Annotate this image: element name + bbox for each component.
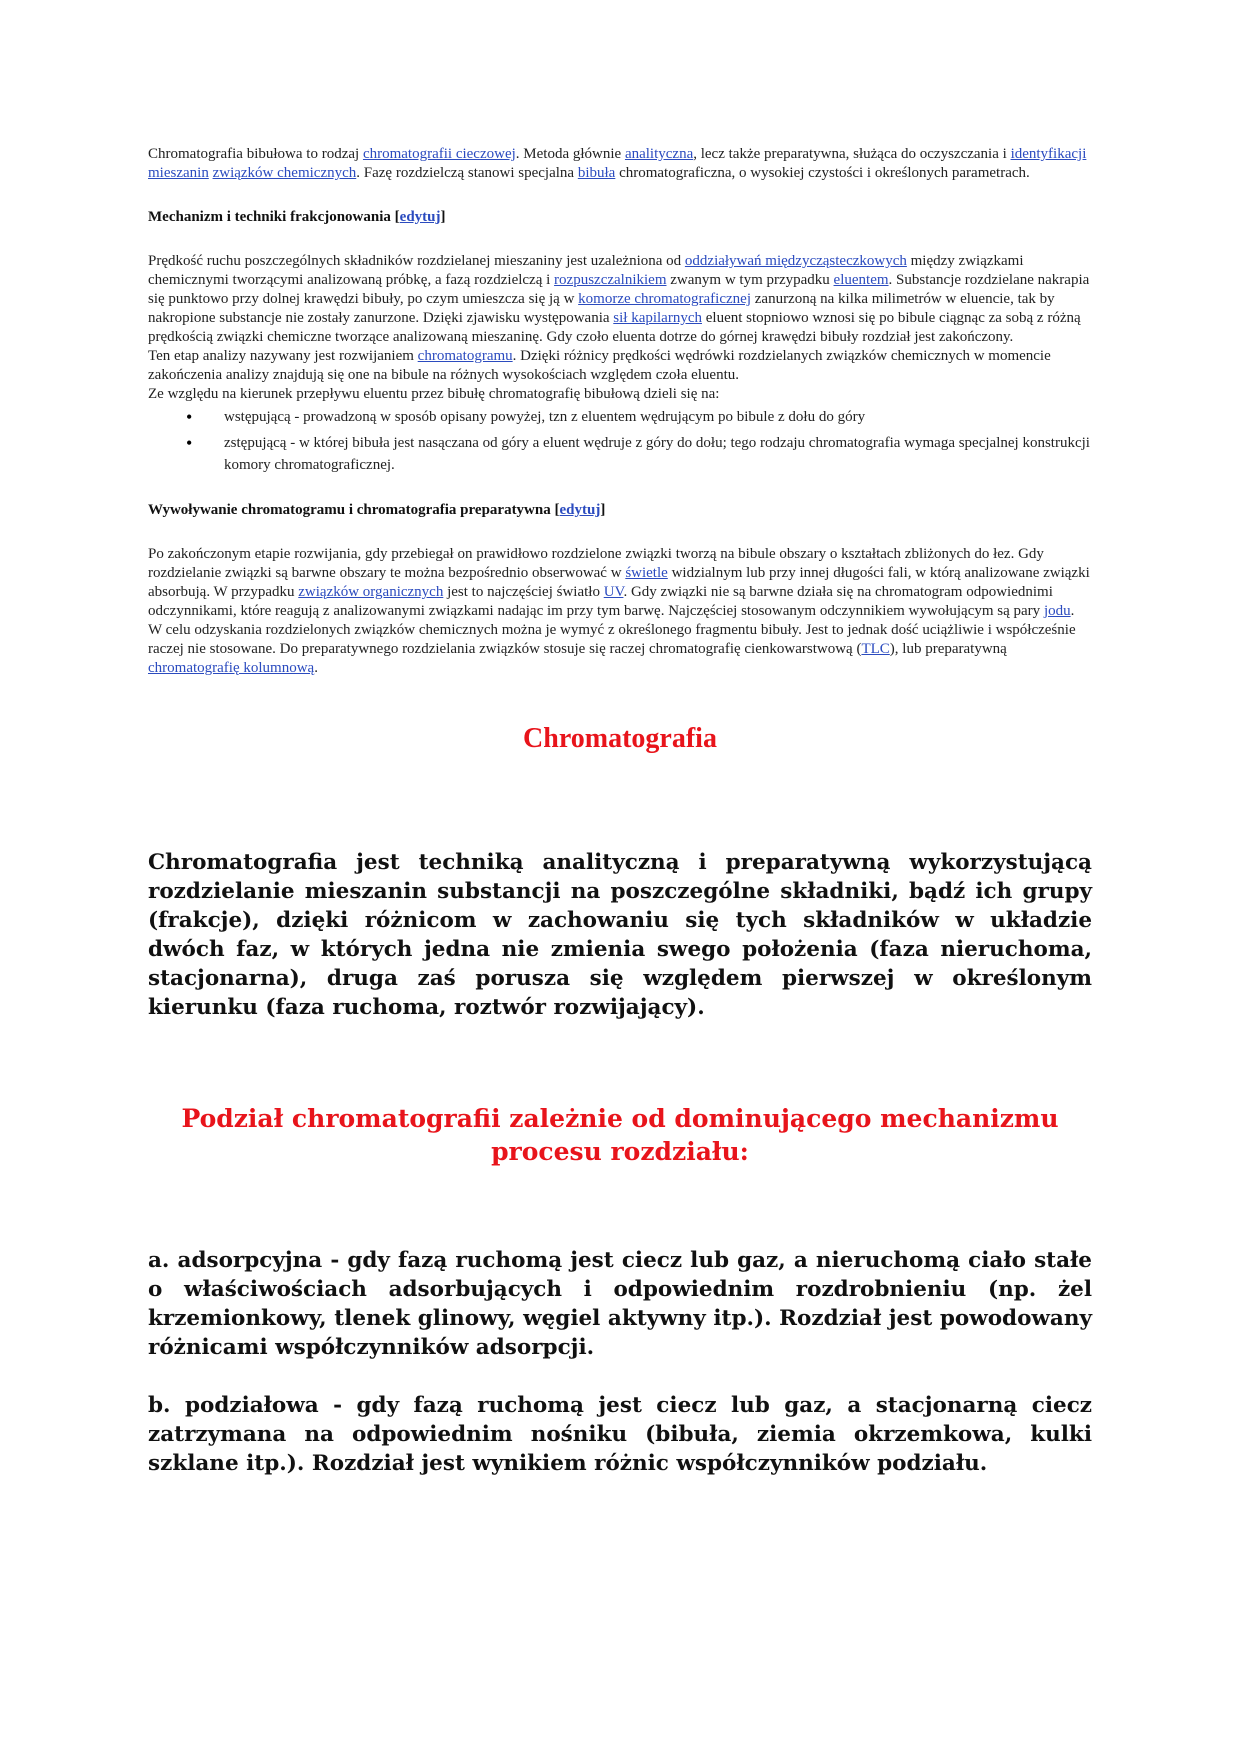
- text: eluent stopniowo wznosi się po bibule ciągnąc za sobą z różną prędkością związki chemiczne tworzące analizowaną mieszaninę. Gdy czoło eluenta dotrze do górnej krawędzi bibuły rozdział jest zakończony.: [148, 310, 1081, 345]
- text: . Dzięki różnicy prędkości wędrówki rozdzielanych związków chemicznych w momencie zakończenia analizy znajdują się one na bibule na różnych wysokościach względem czoła eluentu.: [148, 348, 1051, 383]
- link-tlc[interactable]: TLC: [861, 641, 890, 657]
- link-oddzialywan[interactable]: oddziaływań międzycząsteczkowych: [684, 253, 907, 269]
- paragraph-mechanizm: [148, 252, 1092, 347]
- paragraph-preparatywna: [148, 621, 1092, 678]
- bracket: [: [394, 209, 400, 225]
- link-komorze[interactable]: komorze chromatograficznej: [578, 291, 751, 307]
- text: widzialnym lub przy innej długości fali, w którą analizowane związki absorbują. W przypadku: [148, 565, 1090, 600]
- link-chromatogramu[interactable]: chromatogramu: [417, 348, 513, 364]
- link-identyfikacji[interactable]: identyfikacji: [1010, 146, 1087, 162]
- link-mieszanin[interactable]: mieszanin: [148, 165, 209, 181]
- link-analityczna[interactable]: analityczna: [624, 146, 694, 162]
- text: . Metoda głównie: [515, 146, 625, 162]
- bracket: ]: [440, 209, 446, 225]
- edit-link[interactable]: edytuj: [559, 502, 601, 518]
- text: . Fazę rozdzielczą stanowi specjalna: [356, 165, 578, 181]
- list-item-text: zstępującą - w której bibuła jest nasączana od góry a eluent wędruje z góry do dołu; tego rodzaju chromatografia wymaga specjalnej konstrukcji komory chromatograficznej.: [224, 435, 1090, 473]
- text: .: [314, 660, 318, 676]
- list-item: [148, 432, 1092, 476]
- edit-link[interactable]: edytuj: [399, 209, 441, 225]
- text: jest to najczęściej światło: [443, 584, 604, 600]
- text: W celu odzyskania rozdzielonych związków chemicznych można je wymyć z określonego fragmentu bibuły. Jest to jednak dość uciążliwie i współcześnie raczej nie stosowane. Do preparatywnego rozdzielania związków stosuje się raczej chromatografię cienkowarstwową (: [148, 622, 1076, 657]
- subtitle: Podział chromatografii zależnie od dominującego mechanizmu procesu rozdziału:: [181, 1104, 1059, 1166]
- text: Chromatografia bibułowa to rodzaj: [148, 146, 363, 162]
- text: chromatograficzna, o wysokiej czystości i określonych parametrach.: [615, 165, 1030, 181]
- section-heading-wywolywanie: [148, 501, 1092, 520]
- page-title: Chromatografia: [523, 723, 717, 754]
- text: zanurzoną na kilka milimetrów w eluencie, tak by nakropione substancje nie zostały zanurzone. Dzięki zjawisku występowania: [148, 291, 1055, 326]
- list-item: [148, 406, 1092, 428]
- document-page: [148, 145, 1092, 1478]
- text: . Substancje rozdzielane nakrapia się punktowo przy dolnej krawędzi bibuły, po czym umieszcza się ją w: [148, 272, 1090, 307]
- link-swietle[interactable]: świetle: [625, 565, 668, 581]
- heading-text: Mechanizm i techniki frakcjonowania: [148, 209, 395, 225]
- text: ), lub preparatywną: [889, 641, 1007, 657]
- link-jodu[interactable]: jodu: [1043, 603, 1071, 619]
- link-uv[interactable]: UV: [603, 584, 624, 600]
- text: .: [1070, 603, 1075, 619]
- bullet-list: [148, 406, 1092, 476]
- link-chromatografia-kolumnowa[interactable]: chromatografię kolumnową: [148, 660, 315, 676]
- item-podzialowa: b. podziałowa - gdy fazą ruchomą jest ciecz lub gaz, a stacjonarną ciecz zatrzymana na odpowiednim nośniku (bibuła, ziemia okrzemkowa, kulki szklane itp.). Rozdział jest wynikiem różnic współczynników podziału.: [148, 1393, 1092, 1476]
- paragraph-wywolywanie: [148, 545, 1092, 621]
- list-item-text: wstępującą - prowadzoną w sposób opisany powyżej, tzn z eluentem wędrującym po bibule z dołu do góry: [224, 409, 866, 425]
- text: Po zakończonym etapie rozwijania, gdy przebiegał on prawidłowo rozdzielone związki tworzą na bibule obszary o kształtach zbliżonych do łez. Gdy rozdzielanie związki są barwne obszary te można bezpośrednio obserwować w: [148, 546, 1044, 581]
- link-zwiazkow-organicznych[interactable]: związków organicznych: [298, 584, 444, 600]
- text: między związkami chemicznymi tworzącymi analizowaną próbkę, a fazą rozdzielczą i: [148, 253, 1024, 288]
- text: . Gdy związki nie są barwne działa się na chromatogram odpowiednimi odczynnikami, które reagują z analizowanymi związkami nadając im przy tym barwę. Najczęściej stosowanym odczynnikiem wywołującym są pary: [148, 584, 1053, 619]
- text: zwanym w tym przypadku: [666, 272, 834, 288]
- bracket: ]: [600, 502, 606, 518]
- bullet-icon: •: [186, 433, 193, 453]
- item-adsorpcyjna: a. adsorpcyjna - gdy fazą ruchomą jest ciecz lub gaz, a nieruchomą ciało stałe o właściwościach adsorbujących i odpowiednim rozdrobnieniu (np. żel krzemionkowy, tlenek glinowy, węgiel aktywny itp.). Rozdział jest powodowany różnicami współczynników adsorpcji.: [148, 1248, 1092, 1360]
- heading-text: Wywoływanie chromatogramu i chromatografia preparatywna: [148, 502, 555, 518]
- text: Ten etap analizy nazywany jest rozwijaniem: [148, 348, 418, 364]
- link-bibula[interactable]: bibuła: [577, 165, 616, 181]
- paragraph-rozwijanie: [148, 347, 1092, 385]
- link-chromatografia-cieczowa[interactable]: chromatografii cieczowej: [362, 146, 516, 162]
- definition-paragraph: Chromatografia jest techniką analityczną i preparatywną wykorzystującą rozdzielanie mieszanin substancji na poszczególne składniki, bądź ich grupy (frakcje), dzięki różnicom w zachowaniu się tych składników w układzie dwóch faz, w których jedna nie zmienia swego położenia (faza nieruchoma, stacjonarna), druga zaś porusza się względem pierwszej w określonym kierunku (faza ruchoma, roztwór rozwijający).: [148, 850, 1092, 1020]
- section-heading-mechanizm: [148, 208, 1092, 227]
- link-sil-kapilarnych[interactable]: sił kapilarnych: [613, 310, 702, 326]
- intro-paragraph: [148, 145, 1092, 183]
- bracket: [: [554, 502, 560, 518]
- bullet-icon: •: [186, 407, 193, 427]
- paragraph-kierunek: Ze względu na kierunek przepływu eluentu przez bibułę chromatografię bibułową dzieli się na:: [148, 386, 720, 402]
- link-zwiazkow-chemicznych[interactable]: związków chemicznych: [212, 165, 357, 181]
- link-eluentem[interactable]: eluentem: [833, 272, 889, 288]
- text: , lecz także preparatywna, służąca do oczyszczania i: [693, 146, 1011, 162]
- link-rozpuszczalnikiem[interactable]: rozpuszczalnikiem: [554, 272, 667, 288]
- text: Prędkość ruchu poszczególnych składników rozdzielanej mieszaniny jest uzależniona od: [148, 253, 685, 269]
